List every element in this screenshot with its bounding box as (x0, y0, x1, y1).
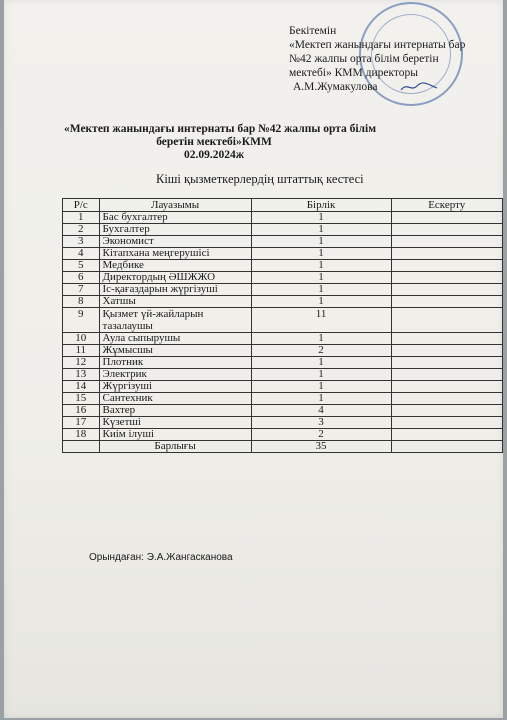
document-page (4, 0, 503, 718)
row-note-cell (391, 405, 503, 417)
row-number-cell: 17 (63, 417, 100, 429)
table-title: Кіші қызметкерлердің штаттық кестесі (156, 172, 364, 186)
row-units-cell: 1 (251, 284, 391, 296)
row-units-cell: 1 (251, 260, 391, 272)
table-row (63, 224, 503, 236)
row-units-cell: 1 (251, 236, 391, 248)
title-line-1: «Мектеп жанындағы интернаты бар №42 жалпы орта білім (64, 123, 377, 135)
header-units: Бірлік (251, 199, 391, 212)
table-row (63, 417, 503, 429)
approval-block (289, 24, 504, 94)
row-position-cell: Экономист (99, 236, 251, 248)
row-note-cell (391, 308, 503, 333)
table-row (63, 345, 503, 357)
row-position-cell: Күзетші (99, 417, 251, 429)
row-units-cell: 1 (251, 212, 391, 224)
header-number: Р/с (63, 199, 100, 212)
document-title (64, 123, 377, 162)
table-row (63, 369, 503, 381)
row-position-cell: Медбике (99, 260, 251, 272)
header-note: Ескерту (391, 199, 503, 212)
row-note-cell (391, 357, 503, 369)
total-empty-cell (63, 441, 100, 453)
row-number-cell: 7 (63, 284, 100, 296)
row-number-cell: 1 (63, 212, 100, 224)
row-position-cell: Вахтер (99, 405, 251, 417)
table-row (63, 308, 503, 333)
row-note-cell (391, 260, 503, 272)
row-note-cell (391, 248, 503, 260)
row-number-cell: 9 (63, 308, 100, 333)
row-position-cell: Жүргізуші (99, 381, 251, 393)
table-row (63, 393, 503, 405)
row-position-cell: Директордың ӘШЖЖО (99, 272, 251, 284)
table-row (63, 296, 503, 308)
table-row (63, 405, 503, 417)
total-note-cell (391, 441, 503, 453)
row-number-cell: 15 (63, 393, 100, 405)
row-number-cell: 5 (63, 260, 100, 272)
row-note-cell (391, 212, 503, 224)
row-units-cell: 2 (251, 429, 391, 441)
table-row (63, 212, 503, 224)
table-row (63, 272, 503, 284)
staff-table (62, 198, 503, 453)
table-header-row (63, 199, 503, 212)
row-units-cell: 3 (251, 417, 391, 429)
total-value: 35 (251, 441, 391, 453)
row-number-cell: 6 (63, 272, 100, 284)
row-units-cell: 1 (251, 296, 391, 308)
row-note-cell (391, 393, 503, 405)
approval-line-1: Бекітемін (289, 25, 337, 37)
table-row (63, 260, 503, 272)
row-note-cell (391, 369, 503, 381)
row-note-cell (391, 284, 503, 296)
row-position-cell: Қызмет үй-жайларын тазалаушы (99, 308, 251, 333)
row-number-cell: 8 (63, 296, 100, 308)
total-label: Барлығы (99, 441, 251, 453)
row-units-cell: 1 (251, 393, 391, 405)
row-number-cell: 3 (63, 236, 100, 248)
row-number-cell: 10 (63, 333, 100, 345)
approval-line-2: «Мектеп жанындағы интернаты бар (289, 39, 466, 51)
row-number-cell: 14 (63, 381, 100, 393)
row-position-cell: Іс-қағаздарын жүргізуші (99, 284, 251, 296)
row-position-cell: Сантехник (99, 393, 251, 405)
approval-line-5: А.М.Жумакулова (293, 81, 378, 93)
row-units-cell: 1 (251, 272, 391, 284)
total-row (63, 441, 503, 453)
row-position-cell: Киім ілуші (99, 429, 251, 441)
row-position-cell: Жұмысшы (99, 345, 251, 357)
row-position-cell: Аула сыпырушы (99, 333, 251, 345)
table-row (63, 429, 503, 441)
row-units-cell: 1 (251, 357, 391, 369)
row-position-cell: Кітапхана меңгерушісі (99, 248, 251, 260)
table-row (63, 333, 503, 345)
row-note-cell (391, 429, 503, 441)
table-row (63, 357, 503, 369)
row-units-cell: 1 (251, 381, 391, 393)
table-row (63, 381, 503, 393)
row-number-cell: 18 (63, 429, 100, 441)
row-units-cell: 1 (251, 369, 391, 381)
row-number-cell: 11 (63, 345, 100, 357)
row-number-cell: 12 (63, 357, 100, 369)
row-position-cell: Плотник (99, 357, 251, 369)
signature (399, 80, 439, 94)
row-note-cell (391, 333, 503, 345)
row-position-cell: Хатшы (99, 296, 251, 308)
table-row (63, 248, 503, 260)
row-position-cell: Бухгалтер (99, 224, 251, 236)
title-date: 02.09.2024ж (183, 149, 245, 161)
row-units-cell: 4 (251, 405, 391, 417)
row-number-cell: 2 (63, 224, 100, 236)
table-row (63, 284, 503, 296)
row-note-cell (391, 236, 503, 248)
row-note-cell (391, 272, 503, 284)
row-number-cell: 16 (63, 405, 100, 417)
row-note-cell (391, 224, 503, 236)
row-units-cell: 11 (251, 308, 391, 333)
approval-line-3: №42 жалпы орта білім беретін (289, 53, 439, 65)
executor-note: Орындаған: Э.А.Жангасканова (89, 552, 233, 563)
row-units-cell: 1 (251, 248, 391, 260)
row-note-cell (391, 417, 503, 429)
row-units-cell: 2 (251, 345, 391, 357)
row-note-cell (391, 345, 503, 357)
row-position-cell: Электрик (99, 369, 251, 381)
row-note-cell (391, 296, 503, 308)
title-line-2: беретін мектебі»КММ (156, 136, 272, 148)
table-row (63, 236, 503, 248)
row-number-cell: 4 (63, 248, 100, 260)
row-note-cell (391, 381, 503, 393)
header-position: Лауазымы (99, 199, 251, 212)
approval-line-4: мектебі» КММ директоры (289, 67, 419, 79)
row-units-cell: 1 (251, 333, 391, 345)
row-number-cell: 13 (63, 369, 100, 381)
row-units-cell: 1 (251, 224, 391, 236)
row-position-cell: Бас бухгалтер (99, 212, 251, 224)
